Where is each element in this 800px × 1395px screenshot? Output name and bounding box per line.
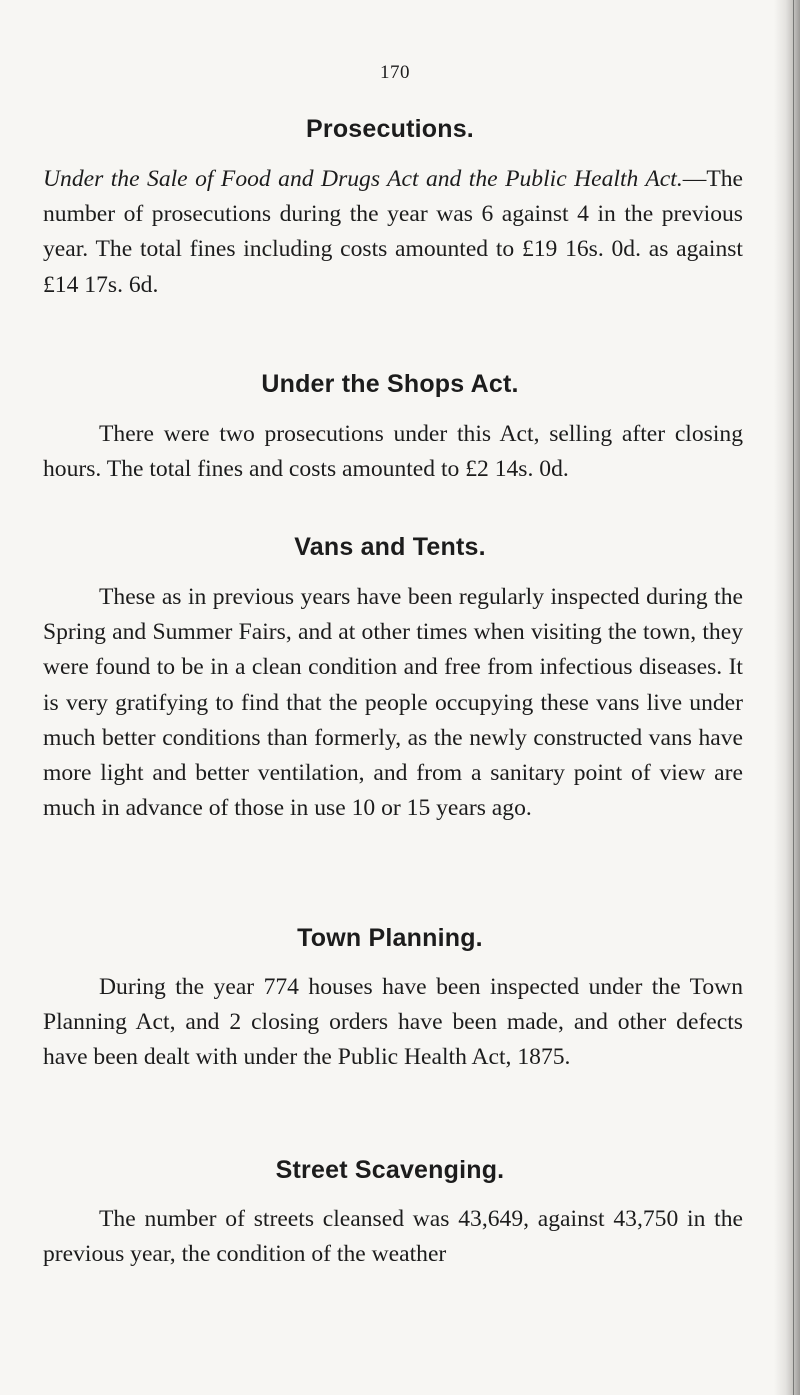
- page-edge-shadow: [774, 0, 800, 1395]
- paragraph-street-scavenging: The number of streets cleansed was 43,649, against 43,750 in the previous year, the condition of the weather: [43, 1206, 743, 1268]
- heading-prosecutions: Prosecutions.: [306, 115, 474, 143]
- page-number: 170: [380, 62, 410, 83]
- heading-vans-and-tents: Vans and Tents.: [294, 533, 486, 561]
- paragraph-prosecutions: [43, 162, 743, 303]
- paragraph-prosecutions-body: —The number of prosecutions during the year was 6 against 4 in the previous year. The total fines including costs amounted to £19 16s. 0d. as against £14 17s. 6d.: [43, 166, 743, 298]
- paragraph-town-planning: During the year 774 houses have been inspected under the Town Planning Act, and 2 closing orders have been made, and other defects have been dealt with under the Public Health Act, 1875.: [43, 974, 743, 1071]
- paragraph-shops-act: There were two prosecutions under this Act, selling after closing hours. The total fines and costs amounted to £2 14s. 0d.: [43, 421, 743, 483]
- heading-street-scavenging: Street Scavenging.: [275, 1156, 505, 1184]
- paragraph-vans-and-tents: These as in previous years have been regularly inspected during the Spring and Summer Fairs, and at other times when visiting the town, they were found to be in a clean condition and free from infectious diseases. It is very gratifying to find that the people occupying these vans live under much better conditions than formerly, as the newly constructed vans have more light and better ventilation, and from a sanitary point of view are much in advance of those in use 10 or 15 years ago.: [43, 584, 743, 822]
- heading-town-planning: Town Planning.: [297, 924, 483, 952]
- paragraph-prosecutions-lead: Under the Sale of Food and Drugs Act and the Public Health Act.: [43, 166, 683, 192]
- heading-shops-act: Under the Shops Act.: [261, 370, 519, 398]
- page-edge-line: [793, 0, 794, 1395]
